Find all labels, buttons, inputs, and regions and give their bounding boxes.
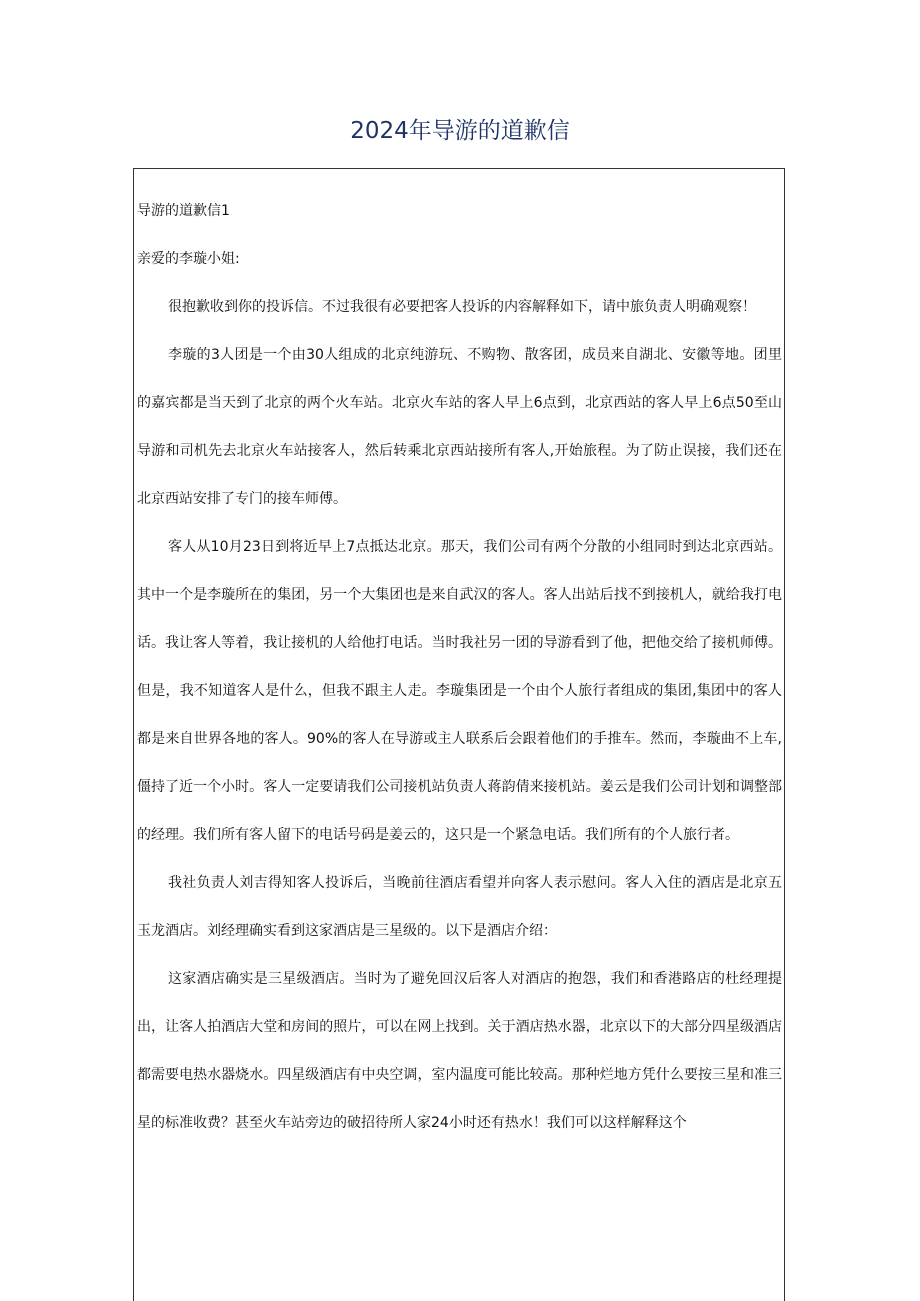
letter-salutation: 亲爱的李璇小姐:	[137, 251, 240, 267]
letter-heading: 导游的道歉信1	[137, 203, 230, 219]
paragraph-4: 我社负责人刘吉得知客人投诉后，当晚前往酒店看望并向客人表示慰问。客人入住的酒店是北京五玉龙酒店。刘经理确实看到这家酒店是三星级的。以下是酒店介绍：	[137, 875, 782, 939]
paragraph-1: 很抱歉收到你的投诉信。不过我很有必要把客人投诉的内容解释如下，请中旅负责人明确观察！	[168, 299, 756, 315]
paragraph-3: 客人从10月23日到将近早上7点抵达北京。那天，我们公司有两个分散的小组同时到达北京西站。其中一个是李璇所在的集团，另一个大集团也是来自武汉的客人。客人出站后找不到接机人，就给我打电话。我让客人等着，我让接机的人给他打电话。当时我社另一团的导游看到了他，把他交给了接机师傅。但是，我不知道客人是什么，但我不跟主人走。李璇集团是一个由个人旅行者组成的集团,集团中的客人都是来自世界各地的客人。90%的客人在导游或主人联系后会跟着他们的手推车。然而，李璇曲不上车,僵持了近一个小时。客人一定要请我们公司接机站负责人蒋韵倩来接机站。姜云是我们公司计划和调整部的经理。我们所有客人留下的电话号码是姜云的，这只是一个紧急电话。我们所有的个人旅行者。	[137, 539, 782, 843]
document-body-frame	[133, 168, 785, 1301]
document-title: 2024年导游的道歉信	[350, 118, 570, 144]
document-body	[137, 187, 782, 1147]
paragraph-5: 这家酒店确实是三星级酒店。当时为了避免回汉后客人对酒店的抱怨，我们和香港路店的杜经理提出，让客人拍酒店大堂和房间的照片，可以在网上找到。关于酒店热水器，北京以下的大部分四星级酒店都需要电热水器烧水。四星级酒店有中央空调，室内温度可能比较高。那种烂地方凭什么要按三星和准三星的标准收费？甚至火车站旁边的破招待所人家24小时还有热水！我们可以这样解释这个	[137, 971, 782, 1131]
paragraph-2: 李璇的3人团是一个由30人组成的北京纯游玩、不购物、散客团，成员来自湖北、安徽等地。团里的嘉宾都是当天到了北京的两个火车站。北京火车站的客人早上6点到，北京西站的客人早上6点50至山导游和司机先去北京火车站接客人，然后转乘北京西站接所有客人,开始旅程。为了防止误接，我们还在北京西站安排了专门的接车师傅。	[137, 347, 782, 507]
